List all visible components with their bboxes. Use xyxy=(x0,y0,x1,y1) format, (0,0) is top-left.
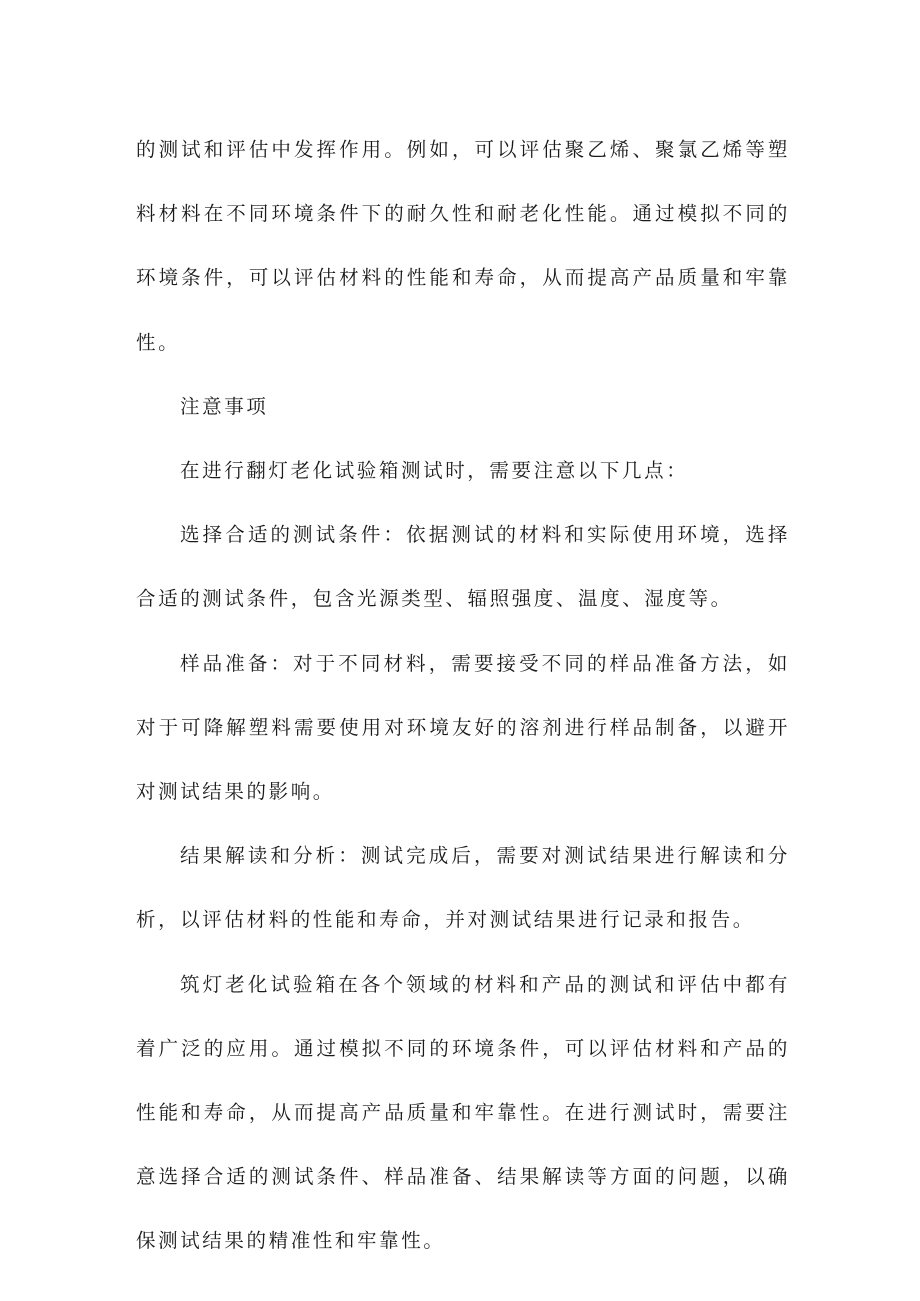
paragraph-test-conditions: 选择合适的测试条件：依据测试的材料和实际使用环境，选择合适的测试条件，包含光源类型、辐照强度、温度、湿度等。 xyxy=(136,523,790,611)
section-heading-notes: 注意事项 xyxy=(180,394,269,418)
paragraph-continuation: 的测试和评估中发挥作用。例如，可以评估聚乙烯、聚氯乙烯等塑料材料在不同环境条件下的耐久性和耐老化性能。通过模拟不同的环境条件，可以评估材料的性能和寿命，从而提高产品质量和牢靠性。 xyxy=(136,138,790,354)
paragraph-result-analysis: 结果解读和分析：测试完成后，需要对测试结果进行解读和分析，以评估材料的性能和寿命，并对测试结果进行记录和报告。 xyxy=(136,844,790,932)
paragraph-sample-preparation: 样品准备：对于不同材料，需要接受不同的样品准备方法，如对于可降解塑料需要使用对环境友好的溶剂进行样品制备，以避开对测试结果的影响。 xyxy=(136,651,790,804)
paragraph-intro-notes: 在进行翻灯老化试验箱测试时，需要注意以下几点： xyxy=(180,459,689,483)
paragraph-conclusion: 筑灯老化试验箱在各个领域的材料和产品的测试和评估中都有着广泛的应用。通过模拟不同的环境条件，可以评估材料和产品的性能和寿命，从而提高产品质量和牢靠性。在进行测试时，需要注意选择合适的测试条件、样品准备、结果解读等方面的问题，以确保测试结果的精准性和牢靠性。 xyxy=(136,972,790,1253)
document-body xyxy=(136,118,790,1274)
